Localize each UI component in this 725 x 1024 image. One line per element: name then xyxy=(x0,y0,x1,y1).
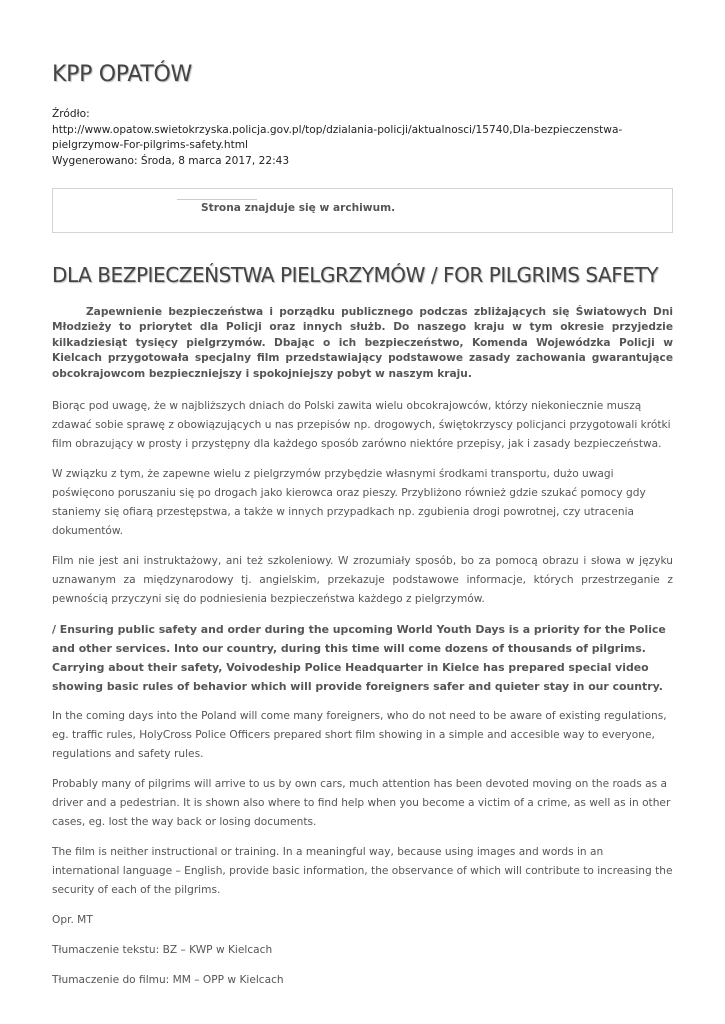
paragraph-pl-1: Biorąc pod uwagę, że w najbliższych dniach do Polski zawita wielu obcokrajowców, którzy niekoniecznie muszą zdawać sobie sprawę z obowiązujących u nas przepisów np. drogowych, świętokrzyscy policjanci przygotowali krótki film obrazujący w prosty i przystępny dla każdego sposób zarówno niektóre przepisy, jak i zasady bezpieczeństwa. xyxy=(52,400,671,450)
site-title: KPP OPATÓW xyxy=(52,62,192,87)
article-body xyxy=(52,397,673,1001)
paragraph-pl-3: Film nie jest ani instruktażowy, ani też szkoleniowy. W zrozumiały sposób, bo za pomocą obrazu i słowa w języku uznawanym za międzynarodowy tj. angielskim, przekazuje podstawowe informacje, których przestrzeganie z pewnością przyczyni się do podniesienia bezpieczeństwa każdego z pielgrzymów. xyxy=(52,555,673,605)
archive-notice-box xyxy=(52,188,673,233)
lead-paragraph-pl: Zapewnienie bezpieczeństwa i porządku publicznego podczas zbliżających się Światowych Dni Młodzieży to priorytet dla Policji oraz innych służb. Do naszego kraju w tym okresie przyjedzie kilkadziesiąt tysięcy pielgrzymów. Dbając o ich bezpieczeństwo, Komenda Wojewódzka Policji w Kielcach przygotowała specjalny film przedstawiający podstawowe zasady zachowania gwarantujące obcokrajowcom bezpieczniejszy i spokojniejszy pobyt w naszym kraju. xyxy=(52,306,673,380)
generated-timestamp: Wygenerowano: Środa, 8 marca 2017, 22:43 xyxy=(52,154,290,167)
article-title: DLA BEZPIECZEŃSTWA PIELGRZYMÓW / FOR PILGRIMS SAFETY xyxy=(52,263,658,287)
paragraph-pl-2: W związku z tym, że zapewne wielu z pielgrzymów przybędzie własnymi środkami transportu, dużo uwagi poświęcono poruszaniu się po drogach jako kierowca oraz pieszy. Przybliżono również gdzie szukać pomocy gdy staniemy się ofiarą przestępstwa, a także w innych przypadkach np. zgubienia drogi powrotnej, czy utracenia dokumentów. xyxy=(52,468,646,537)
source-block xyxy=(52,107,673,169)
source-label: Źródło: xyxy=(52,108,90,120)
translation-film-credit: Tłumaczenie do filmu: MM – OPP w Kielcach xyxy=(52,974,284,986)
paragraph-en-2: Probably many of pilgrims will arrive to us by own cars, much attention has been devoted moving on the roads as a driver and a pedestrian. It is shown also where to find help when you become a victim of a crime, as well as in other cases, eg. lost the way back or losing documents. xyxy=(52,778,671,828)
source-url[interactable]: http://www.opatow.swietokrzyska.policja.gov.pl/top/dzialania-policji/aktualnosci/15740,Dla-bezpieczenstwa-pielgrzymow-For-pilgrims-safety.html xyxy=(52,123,623,151)
paragraph-en-1: In the coming days into the Poland will come many foreigners, who do not need to be aware of existing regulations, eg. traffic rules, HolyCross Police Officers prepared short film showing in a simple and accesible way to everyone, regulations and safety rules. xyxy=(52,710,667,760)
archive-notice-text: Strona znajduje się w archiwum. xyxy=(201,202,396,214)
author-credit: Opr. MT xyxy=(52,914,93,926)
translation-text-credit: Tłumaczenie tekstu: BZ – KWP w Kielcach xyxy=(52,944,273,956)
paragraph-en-3: The film is neither instructional or training. In a meaningful way, because using images and words in an international language – English, provide basic information, the observance of which will contribute to increasing the security of each of the pilgrims. xyxy=(52,846,673,896)
archive-divider xyxy=(177,199,257,200)
lead-paragraph-en: / Ensuring public safety and order during the upcoming World Youth Days is a priority for the Police and other services. Into our country, during this time will come dozens of thousands of pilgrims. Carrying about their safety, Voivodeship Police Headquarter in Kielce has prepared special video showing basic rules of behavior which will provide foreigners safer and quieter stay in our country. xyxy=(52,623,666,693)
